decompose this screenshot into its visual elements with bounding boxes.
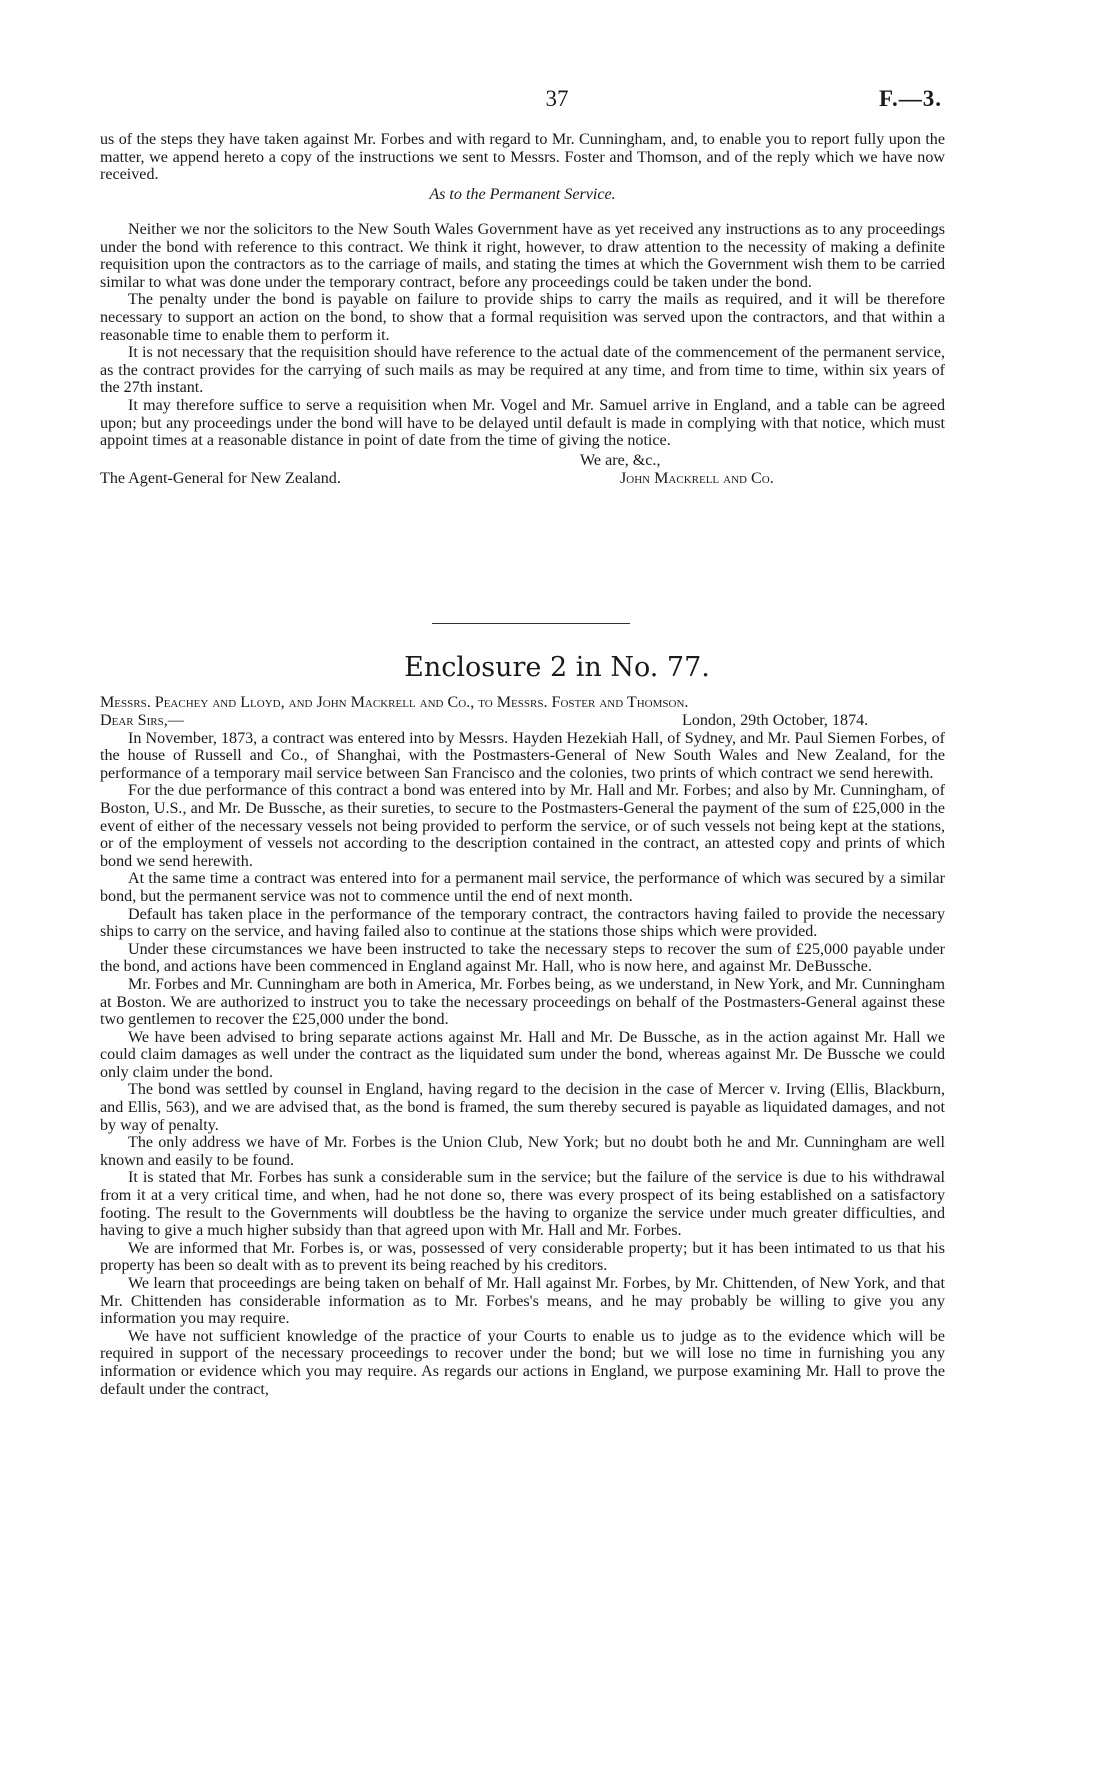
paragraph: Under these circumstances we have been instructed to take the necessary steps to recover the sum of £25,000 payable under the bond, and actions have been commenced in England against Mr. Hall, who is now here, and against Mr. DeBussche.	[100, 940, 945, 976]
paragraph: We have not sufficient knowledge of the practice of your Courts to enable us to judge as to the evidence which will be required in support of the necessary proceedings to recover under the bond; but we will lose no time in furnishing you any information or evidence which you may require. As regards our actions in England, we purpose examining Mr. Hall to prove the default under the contract,	[100, 1327, 945, 1398]
letter-continuation	[100, 131, 945, 205]
paragraph: It is stated that Mr. Forbes has sunk a considerable sum in the service; but the failure of the service is due to his withdrawal from it at a very critical time, and when, had he not done so, there was every prospect of its being established on a satisfactory footing. The result to the Governments will doubtless be the having to organize the service under much greater difficulties, and having to give a much higher subsidy than that agreed upon with Mr. Hall and Mr. Forbes.	[100, 1169, 945, 1240]
paragraph: It may therefore suffice to serve a requisition when Mr. Vogel and Mr. Samuel arrive in England, and a table can be agreed upon; but any proceedings under the bond will have to be delayed until default is made in complying with that notice, which must appoint times at a reasonable distance in point of date from the time of giving the notice.	[100, 396, 945, 450]
letter-date: London, 29th October, 1874.	[682, 711, 869, 729]
paragraph: Mr. Forbes and Mr. Cunningham are both in America, Mr. Forbes being, as we understand, in New York, and Mr. Cunningham at Boston. We are authorized to instruct you to take the necessary proceedings on behalf of the Postmasters-General against these two gentlemen to recover the £25,000 under the bond.	[100, 975, 945, 1029]
paragraph: We have been advised to bring separate actions against Mr. Hall and Mr. De Bussche, as in the action against Mr. Hall we could claim damages as well under the contract as the liquidated sum under the bond, whereas against Mr. De Bussche we could only claim under the bond.	[100, 1028, 945, 1081]
enclosure-letter	[100, 694, 945, 1398]
opening-paragraph: us of the steps they have taken against Mr. Forbes and with regard to Mr. Cunningham, and, to enable you to report fully upon the matter, we append hereto a copy of the instructions we sent to Messrs. Foster and Thomson, and of the reply which we have now received.	[100, 131, 945, 184]
signature-block	[100, 450, 945, 486]
closing: We are, &c.,	[580, 451, 661, 469]
addressee: The Agent-General for New Zealand.	[100, 469, 341, 487]
paragraph: We learn that proceedings are being taken on behalf of Mr. Hall against Mr. Forbes, by Mr. Chittenden, of New York, and that Mr. Chittenden has considerable information as to Mr. Forbes's means, and he may probably be willing to give you any information you may require.	[100, 1275, 945, 1328]
paragraph: It is not necessary that the requisition should have reference to the actual date of the commencement of the permanent service, as the contract provides for the carrying of such mails as may be required at any time, and from time to time, within six years of the 27th instant.	[100, 344, 945, 397]
salutation-date-line	[100, 712, 945, 730]
section-divider	[432, 623, 630, 624]
paragraph: Default has taken place in the performance of the temporary contract, the contractors having failed to provide the necessary ships to carry on the service, and having failed also to continue at the stations those ships which were provided.	[100, 905, 945, 941]
paragraph: For the due performance of this contract a bond was entered into by Mr. Hall and Mr. Forbes; and also by Mr. Cunningham, of Boston, U.S., and Mr. De Bussche, as their sureties, to secure to the Postmasters-General the payment of the sum of £25,000 in the event of either of the necessary vessels not being provided to perform the service, or of such vessels not being kept at the stations, or of the employment of vessels not according to the description contained in the contract, an attested copy and prints of which bond we send herewith.	[100, 782, 945, 870]
paragraph: We are informed that Mr. Forbes is, or was, possessed of very considerable property; but it has been intimated to us that his property has been so dealt with as to prevent its being reached by his creditors.	[100, 1239, 945, 1275]
salutation: Dear Sirs,—	[100, 711, 184, 729]
page-number: 37	[545, 86, 569, 111]
paragraph: The only address we have of Mr. Forbes is the Union Club, New York; but no doubt both he and Mr. Cunningham are well known and easily to be found.	[100, 1134, 945, 1169]
document-reference: F.—3.	[879, 86, 942, 111]
paragraph: The bond was settled by counsel in England, having regard to the decision in the case of Mercer v. Irving (Ellis, Blackburn, and Ellis, 563), and we are advised that, as the bond is framed, the sum thereby secured is payable as liquidated damages, and not by way of penalty.	[100, 1081, 945, 1134]
permanent-service-section	[100, 221, 945, 486]
section-subheading: As to the Permanent Service.	[429, 185, 616, 203]
from-to-line: Messrs. Peachey and Lloyd, and John Mackrell and Co., to Messrs. Foster and Thomson.	[100, 694, 689, 711]
paragraph: In November, 1873, a contract was entered into by Messrs. Hayden Hezekiah Hall, of Sydney, and Mr. Paul Siemen Forbes, of the house of Russell and Co., of Shanghai, with the Postmasters-General of New South Wales and New Zealand, for the performance of a temporary mail service between San Francisco and the colonies, two prints of which contract we send herewith.	[100, 729, 945, 782]
paragraph: The penalty under the bond is payable on failure to provide ships to carry the mails as required, and it will be therefore necessary to support an action on the bond, to show that a formal requisition was served upon the contractors, and that within a reasonable time to enable them to perform it.	[100, 291, 945, 344]
paragraph: Neither we nor the solicitors to the New South Wales Government have as yet received any instructions as to any proceedings under the bond with reference to this contract. We think it right, however, to draw attention to the necessity of making a definite requisition upon the contractors as to the carriage of mails, and stating the times at which the Government wish them to be carried similar to what was done under the temporary contract, before any proceedings could be taken under the bond.	[100, 221, 945, 291]
enclosure-title: Enclosure 2 in No. 77.	[404, 652, 710, 683]
signatory: John Mackrell and Co.	[620, 469, 774, 487]
paragraph: At the same time a contract was entered into for a permanent mail service, the performance of which was secured by a similar bond, but the permanent service was not to commence until the end of next month.	[100, 870, 945, 905]
